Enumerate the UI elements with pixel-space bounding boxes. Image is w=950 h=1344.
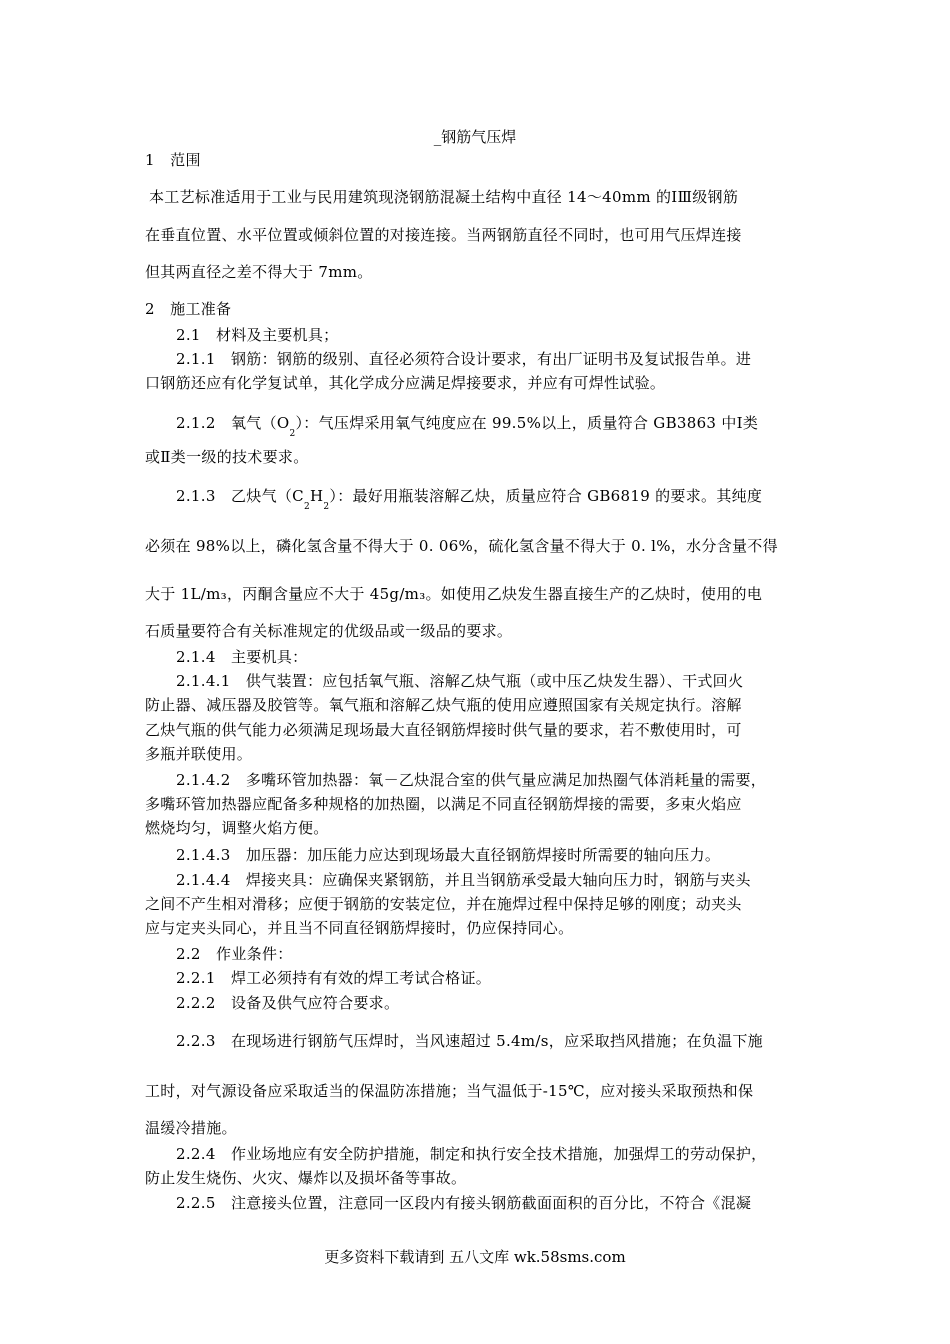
paragraph-line: 2.2.3 在现场进行钢筋气压焊时，当风速超过 5.4m/s，应采取挡风措施；在负温下施 (176, 1032, 763, 1050)
paragraph-line: 必须在 98%以上，磷化氢含量不得大于 0. 06%，硫化氢含量不得大于 0. l%，水分含量不得 (145, 537, 778, 555)
paragraph-line-oxygen (176, 413, 810, 439)
paragraph-line: 2.1.4.1 供气装置：应包括氧气瓶、溶解乙炔气瓶（或中压乙炔发生器）、干式回火 (176, 672, 744, 690)
paragraph-line: 2.2.1 焊工必须持有有效的焊工考试合格证。 (176, 969, 492, 987)
paragraph-line: 防止器、减压器及胶管等。氧气瓶和溶解乙炔气瓶的使用应遵照国家有关规定执行。溶解 (145, 696, 742, 714)
paragraph-line: 多瓶并联使用。 (145, 745, 253, 763)
paragraph-line: 2.1 材料及主要机具； (176, 326, 339, 344)
text-run: ）：气压焊采用氧气纯度应在 99.5%以上，质量符合 GB3863 中Ⅰ类 (295, 414, 759, 432)
footer-link-text: 更多资料下载请到 五八文库 wk.58sms.com (324, 1248, 626, 1266)
paragraph-line: 2.2.2 设备及供气应符合要求。 (176, 994, 400, 1012)
subscript: 2 (289, 429, 296, 439)
paragraph-line: 多嘴环管加热器应配备多种规格的加热圈，以满足不同直径钢筋焊接的需要，多束火焰应 (145, 795, 742, 813)
text-run: 2.1.3 乙炔气（C (176, 487, 304, 505)
paragraph-line: 2.2.5 注意接头位置，注意同一区段内有接头钢筋截面面积的百分比，不符合《混凝 (176, 1194, 752, 1212)
paragraph-line: 之间不产生相对滑移；应便于钢筋的安装定位，并在施焊过程中保持足够的刚度；动夹头 (145, 895, 742, 913)
paragraph-line: 工时，对气源设备应采取适当的保温防冻措施；当气温低于-15℃，应对接头采取预热和保 (145, 1082, 754, 1100)
paragraph-line: 本工艺标准适用于工业与民用建筑现浇钢筋混凝土结构中直径 14～40mm 的ⅠⅢ级钢筋 (149, 188, 739, 206)
paragraph-line: 2.1.4.3 加压器：加压能力应达到现场最大直径钢筋焊接时所需要的轴向压力。 (176, 846, 721, 864)
paragraph-line: 2.1.4.4 焊接夹具：应确保夹紧钢筋，并且当钢筋承受最大轴向压力时，钢筋与夹头 (176, 871, 751, 889)
section-heading-2: 2 施工准备 (145, 300, 232, 318)
paragraph-line: 燃烧均匀，调整火焰方便。 (145, 819, 329, 837)
paragraph-line: 在垂直位置、水平位置或倾斜位置的对接连接。当两钢筋直径不同时，也可用气压焊连接 (145, 226, 742, 244)
paragraph-line-acetylene (176, 486, 810, 512)
paragraph-line: 2.1.4.2 多嘴环管加热器：氧－乙炔混合室的供气量应满足加热圈气体消耗量的需要， (176, 771, 767, 789)
subscript: 2 (303, 502, 310, 512)
text-run: H (309, 487, 324, 505)
paragraph-line: 2.2 作业条件： (176, 945, 293, 963)
paragraph-line: 防止发生烧伤、火灾、爆炸以及损坏备等事故。 (145, 1169, 467, 1187)
paragraph-line: 应与定夹头同心，并且当不同直径钢筋焊接时，仍应保持同心。 (145, 919, 574, 937)
paragraph-line: 石质量要符合有关标准规定的优级品或一级品的要求。 (145, 622, 513, 640)
paragraph-line: 温缓冷措施。 (145, 1119, 237, 1137)
paragraph-line: 口钢筋还应有化学复试单，其化学成分应满足焊接要求，并应有可焊性试验。 (145, 374, 666, 392)
paragraph-line: 2.2.4 作业场地应有安全防护措施，制定和执行安全技术措施，加强焊工的劳动保护， (176, 1145, 767, 1163)
paragraph-line: 2.1.1 钢筋：钢筋的级别、直径必须符合设计要求，有出厂证明书及复试报告单。进 (176, 350, 752, 368)
paragraph-line: 大于 1L/m₃，丙酮含量应不大于 45g/m₃。如使用乙炔发生器直接生产的乙炔时，使用的电 (145, 585, 763, 603)
paragraph-line: 但其两直径之差不得大于 7mm。 (145, 263, 373, 281)
paragraph-line: 乙炔气瓶的供气能力必须满足现场最大直径钢筋焊接时供气量的要求，若不敷使用时，可 (145, 721, 742, 739)
section-heading-1: 1 范围 (145, 151, 201, 169)
paragraph-line: 或Ⅱ类一级的技术要求。 (145, 448, 309, 466)
subscript: 2 (323, 502, 330, 512)
document-title: _钢筋气压焊 (433, 128, 517, 146)
text-run: ）：最好用瓶装溶解乙炔，质量应符合 GB6819 的要求。其纯度 (329, 487, 763, 505)
paragraph-line: 2.1.4 主要机具： (176, 648, 308, 666)
text-run: 2.1.2 氧气（O (176, 414, 290, 432)
